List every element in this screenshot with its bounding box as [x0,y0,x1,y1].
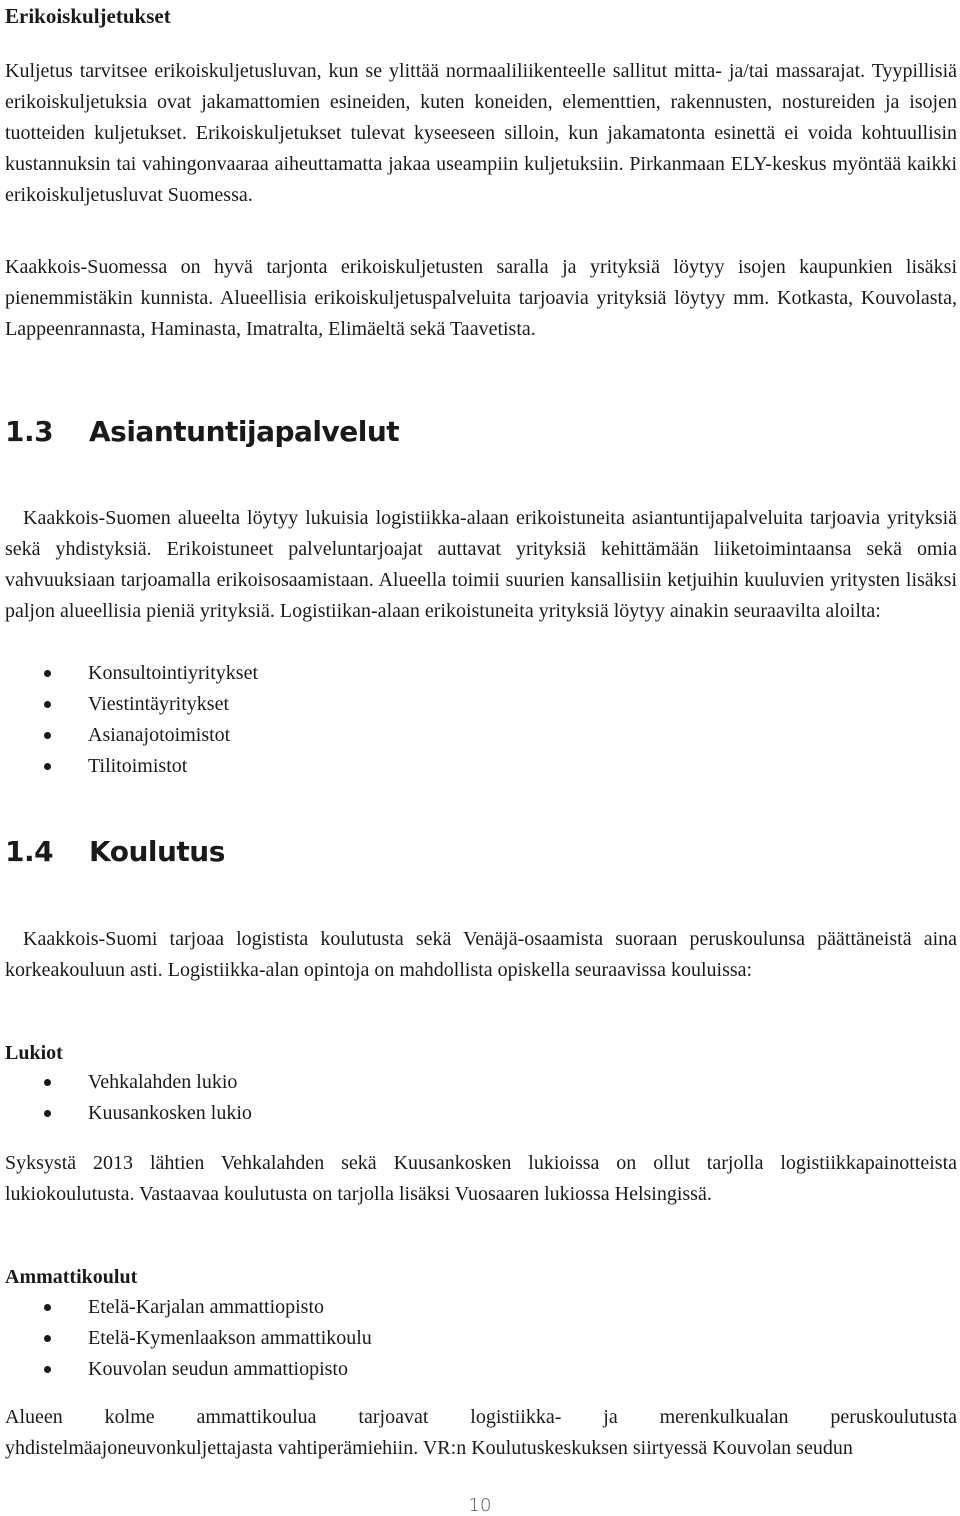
document-page [5,0,957,1516]
list-lukiot [5,1067,957,1129]
bullet-icon [44,701,51,708]
section-heading-1-3 [5,414,957,450]
bullet-icon [44,1366,51,1373]
bullet-icon [44,670,51,677]
section-number: 1.4 [5,835,54,868]
list-item: Vehkalahden lukio [5,1067,957,1098]
section-number: 1.3 [5,415,54,448]
list-asiantuntijapalvelut [5,658,957,782]
list-item: Konsultointiyritykset [5,658,957,689]
list-item: Kuusankosken lukio [5,1098,957,1129]
bullet-icon [44,1335,51,1342]
paragraph-koulutus: Kaakkois-Suomi tarjoaa logistista koulutusta sekä Venäjä-osaamista suoraan peruskoulunsa päättäneistä aina korkeakouluun asti. Logistiikka-alan opintoja on mahdollista opiskella seuraavissa kouluissa: [5,928,957,981]
heading-ammattikoulut: Ammattikoulut [5,1266,138,1288]
paragraph-ammattikoulut: Alueen kolme ammattikoulua tarjoavat logistiikka- ja merenkulkualan peruskoulutusta yhdistelmäajoneuvonkuljettajasta vahtiperämiehiin. VR:n Koulutuskeskuksen siirtyessä Kouvolan seudun [5,1406,957,1459]
paragraph-asiantuntijapalvelut: Kaakkois-Suomen alueelta löytyy lukuisia logistiikka-alaan erikoistuneita asiantuntijapalveluita tarjoavia yrityksiä sekä yhdistyksiä. Erikoistuneet palveluntarjoajat auttavat yrityksiä kehittämään liiketoimintaansa sekä omia vahvuuksiaan tarjoamalla erikoisosaamistaan. Alueella toimii suurien kansallisiin ketjuihin kuuluvien yritysten lisäksi paljon alueellisia pieniä yrityksiä. Logistiikan-alaan erikoistuneita yrityksiä löytyy ainakin seuraavilta aloilta: [5,507,957,622]
section-title: Koulutus [89,835,225,868]
heading-erikoiskuljetukset: Erikoiskuljetukset [5,4,171,28]
page-number: 10 [468,1495,492,1516]
list-ammattikoulut [5,1292,957,1385]
bullet-icon [44,1304,51,1311]
bullet-icon [44,732,51,739]
list-item: Kouvolan seudun ammattiopisto [5,1354,957,1385]
heading-lukiot: Lukiot [5,1042,63,1064]
list-item: Viestintäyritykset [5,689,957,720]
list-item: Tilitoimistot [5,751,957,782]
list-item: Etelä-Kymenlaakson ammattikoulu [5,1323,957,1354]
bullet-icon [44,763,51,770]
bullet-icon [44,1110,51,1117]
list-item: Etelä-Karjalan ammattiopisto [5,1292,957,1323]
paragraph-erikoiskuljetukset-1: Kuljetus tarvitsee erikoiskuljetusluvan, kun se ylittää normaaliliikenteelle sallitut mitta- ja/tai massarajat. Tyypillisiä erikoiskuljetuksia ovat jakamattomien esineiden, kuten koneiden, elementtien, rakennusten, nostureiden ja isojen tuotteiden kuljetukset. Erikoiskuljetukset tulevat kyseeseen silloin, kun jakamatonta esinettä ei voida kohtuullisin kustannuksin tai vahingonvaaraa aiheuttamatta jakaa useampiin kuljetuksiin. Pirkanmaan ELY-keskus myöntää kaikki erikoiskuljetusluvat Suomessa. [5,60,957,206]
bullet-icon [44,1079,51,1086]
list-item: Asianajotoimistot [5,720,957,751]
paragraph-erikoiskuljetukset-2: Kaakkois-Suomessa on hyvä tarjonta erikoiskuljetusten saralla ja yrityksiä löytyy isojen kaupunkien lisäksi pienemmistäkin kunnista. Alueellisia erikoiskuljetuspalveluita tarjoavia yrityksiä löytyy mm. Kotkasta, Kouvolasta, Lappeenrannasta, Haminasta, Imatralta, Elimäeltä sekä Taavetista. [5,256,957,340]
section-heading-1-4 [5,834,957,870]
paragraph-lukiot: Syksystä 2013 lähtien Vehkalahden sekä Kuusankosken lukioissa on ollut tarjolla logistiikkapainotteista lukiokoulutusta. Vastaavaa koulutusta on tarjolla lisäksi Vuosaaren lukiossa Helsingissä. [5,1152,957,1205]
section-title: Asiantuntijapalvelut [89,415,400,448]
